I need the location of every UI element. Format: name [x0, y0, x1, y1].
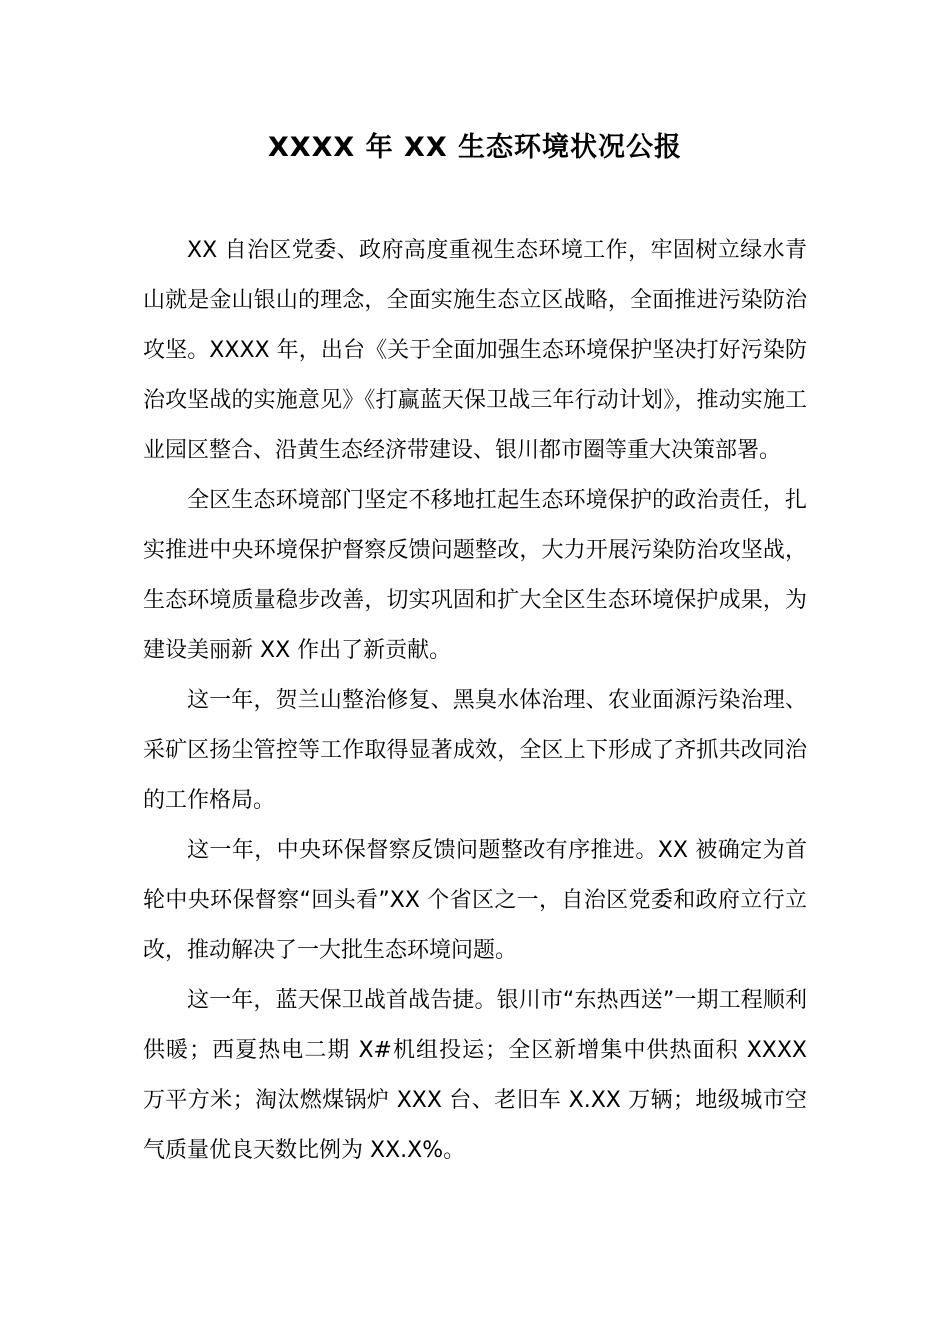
- page-title: XXXX 年 XX 生态环境状况公报: [267, 132, 683, 163]
- paragraph-blue-sky: 这一年，蓝天保卫战首战告捷。银川市“东热西送”一期工程顺利供暖；西夏热电二期 X#机组投运；全区新增集中供热面积 XXXX 万平方米；淘汰燃煤锅炉 XXX 台、老旧车 X.XX 万辆；地级城市空气质量优良天数比例为 XX.X%。: [143, 988, 807, 1163]
- paragraph-helan-mountain: 这一年，贺兰山整治修复、黑臭水体治理、农业面源污染治理、采矿区扬尘管控等工作取得显著成效，全区上下形成了齐抓共改同治的工作格局。: [143, 688, 807, 813]
- document-body: [143, 226, 807, 1176]
- paragraph-department-responsibility: 全区生态环境部门坚定不移地扛起生态环境保护的政治责任，扎实推进中央环境保护督察反馈问题整改，大力开展污染防治攻坚战，生态环境质量稳步改善，切实巩固和扩大全区生态环境保护成果，为建设美丽新 XX 作出了新贡献。: [143, 488, 807, 663]
- paragraph-intro: XX 自治区党委、政府高度重视生态环境工作，牢固树立绿水青山就是金山银山的理念，全面实施生态立区战略，全面推进污染防治攻坚。XXXX 年，出台《关于全面加强生态环境保护坚决打好污染防治攻坚战的实施意见》《打赢蓝天保卫战三年行动计划》，推动实施工业园区整合、沿黄生态经济带建设、银川都市圈等重大决策部署。: [143, 238, 807, 463]
- paragraph-central-inspection: 这一年，中央环保督察反馈问题整改有序推进。XX 被确定为首轮中央环保督察“回头看”XX 个省区之一，自治区党委和政府立行立改，推动解决了一大批生态环境问题。: [143, 838, 807, 963]
